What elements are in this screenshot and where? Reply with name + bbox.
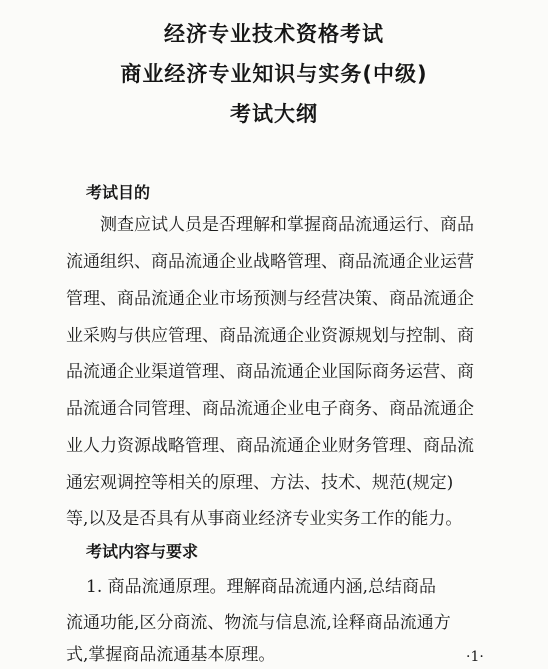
- content-paragraph-line: 1. 商品流通原理。理解商品流通内涵,总结商品: [86, 577, 437, 597]
- purpose-paragraph-line: 通宏观调控等相关的原理、方法、技术、规范(规定): [66, 473, 454, 493]
- section-heading-content-requirements: 考试内容与要求: [86, 542, 199, 561]
- purpose-paragraph-line: 流通组织、商品流通企业战略管理、商品流通企业运营: [66, 252, 474, 272]
- purpose-paragraph-line: 等,以及是否具有从事商业经济专业实务工作的能力。: [66, 509, 463, 529]
- purpose-paragraph-line: 业人力资源战略管理、商品流通企业财务管理、商品流: [66, 436, 474, 456]
- purpose-paragraph-line: 业采购与供应管理、商品流通企业资源规划与控制、商: [66, 326, 474, 346]
- purpose-paragraph-line: 测查应试人员是否理解和掌握商品流通运行、商品: [100, 215, 474, 235]
- purpose-paragraph-line: 管理、商品流通企业市场预测与经营决策、商品流通企: [66, 289, 474, 309]
- purpose-paragraph-line: 品流通合同管理、商品流通企业电子商务、商品流通企: [66, 399, 474, 419]
- document-title-line-2: 商业经济专业知识与实务(中级): [120, 62, 428, 86]
- content-paragraph-line: 式,掌握商品流通基本原理。: [66, 645, 276, 665]
- document-title-line-3: 考试大纲: [230, 102, 318, 126]
- page-number: ·1·: [466, 649, 484, 665]
- purpose-paragraph-line: 品流通企业渠道管理、商品流通企业国际商务运营、商: [66, 362, 474, 382]
- document-title-line-1: 经济专业技术资格考试: [164, 22, 384, 46]
- section-heading-purpose: 考试目的: [86, 183, 151, 202]
- content-paragraph-line: 流通功能,区分商流、物流与信息流,诠释商品流通方: [66, 613, 451, 633]
